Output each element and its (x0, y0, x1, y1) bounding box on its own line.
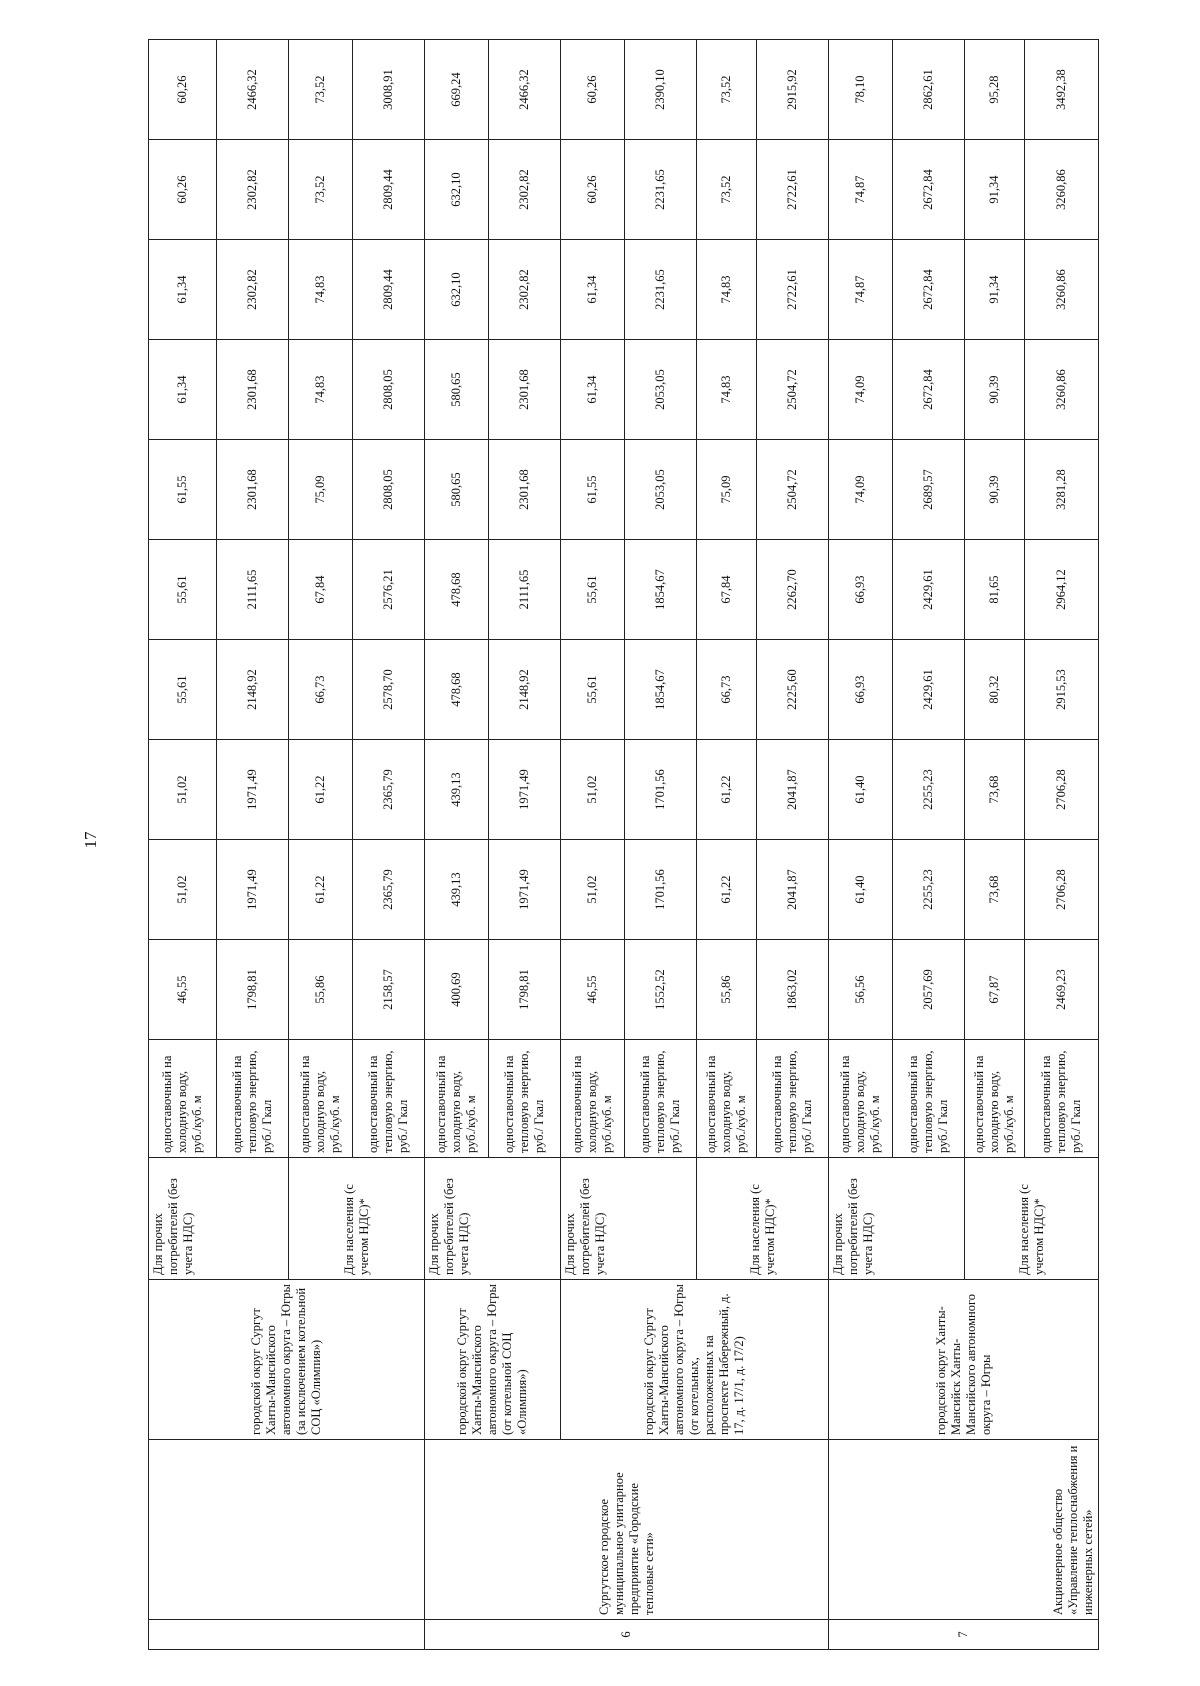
tariff-value: 80,32 (965, 640, 1025, 740)
tariff-value: 2722,61 (757, 140, 829, 240)
tariff-value: 61,22 (289, 840, 353, 940)
tariff-value: 2231,65 (625, 240, 697, 340)
consumer-group: Для прочих потребителей (без учета НДС) (561, 1158, 697, 1280)
tariff-value: 67,87 (965, 940, 1025, 1040)
row-number: 7 (829, 1620, 1099, 1650)
tariff-value: 2302,82 (217, 240, 289, 340)
tariff-value: 51,02 (561, 740, 625, 840)
tariff-value: 3492,38 (1025, 40, 1099, 140)
tariff-value: 61,22 (697, 840, 757, 940)
tariff-value: 3260,86 (1025, 140, 1099, 240)
tariff-value: 2111,65 (217, 540, 289, 640)
tariff-value: 61,55 (149, 440, 217, 540)
tariff-value: 2053,05 (625, 340, 697, 440)
tariff-value: 1798,81 (217, 940, 289, 1040)
tariff-value: 2722,61 (757, 240, 829, 340)
consumer-group: Для прочих потребителей (без учета НДС) (829, 1158, 965, 1280)
tariff-value: 3260,86 (1025, 340, 1099, 440)
tariff-value: 1798,81 (489, 940, 561, 1040)
page-number: 17 (81, 831, 100, 849)
tariff-value: 74,87 (829, 140, 893, 240)
tariff-value: 632,10 (425, 140, 489, 240)
tariff-value: 78,10 (829, 40, 893, 140)
tariff-value: 580,65 (425, 340, 489, 440)
tariff-value: 51,02 (149, 740, 217, 840)
tariff-value: 2041,87 (757, 740, 829, 840)
tariff-value: 55,61 (149, 540, 217, 640)
consumer-group: Для прочих потребителей (без учета НДС) (149, 1158, 289, 1280)
tariff-value: 1971,49 (489, 840, 561, 940)
tariff-value: 75,09 (697, 440, 757, 540)
tariff-value: 90,39 (965, 340, 1025, 440)
tariff-value: 56,56 (829, 940, 893, 1040)
tariff-value: 2158,57 (353, 940, 425, 1040)
tariff-value: 60,26 (561, 40, 625, 140)
tariff-value: 2504,72 (757, 340, 829, 440)
tariff-value: 2041,87 (757, 840, 829, 940)
tariff-value: 95,28 (965, 40, 1025, 140)
tariff-value: 61,40 (829, 840, 893, 940)
tariff-value: 2808,05 (353, 340, 425, 440)
tariff-value: 2576,21 (353, 540, 425, 640)
tariff-value: 478,68 (425, 640, 489, 740)
tariff-value: 74,83 (697, 340, 757, 440)
tariff-value: 51,02 (561, 840, 625, 940)
tariff-value: 2809,44 (353, 140, 425, 240)
tariff-value: 2255,23 (893, 840, 965, 940)
tariff-value: 2301,68 (489, 440, 561, 540)
tariff-value: 66,93 (829, 640, 893, 740)
tariff-value: 61,34 (561, 340, 625, 440)
tariff-value: 2255,23 (893, 740, 965, 840)
tariff-description: одноставочный на холодную воду, руб./куб. м (697, 1040, 757, 1158)
tariff-value: 1863,02 (757, 940, 829, 1040)
tariff-value: 1971,49 (489, 740, 561, 840)
row-number: 6 (425, 1620, 829, 1650)
tariff-value: 61,40 (829, 740, 893, 840)
tariff-description: одноставочный на холодную воду, руб./куб. м (425, 1040, 489, 1158)
tariff-value: 439,13 (425, 840, 489, 940)
tariff-description: одноставочный на тепловую энергию, руб./ Гкал (757, 1040, 829, 1158)
tariff-value: 2262,70 (757, 540, 829, 640)
tariff-value: 73,52 (289, 40, 353, 140)
consumer-group: Для населения (с учетом НДС)* (697, 1158, 829, 1280)
tariff-description: одноставочный на холодную воду, руб./куб. м (561, 1040, 625, 1158)
tariff-value: 2302,82 (489, 240, 561, 340)
tariff-value: 2862,61 (893, 40, 965, 140)
tariff-description: одноставочный на тепловую энергию, руб./ Гкал (353, 1040, 425, 1158)
row-number (149, 1620, 425, 1650)
tariff-value: 2672,84 (893, 340, 965, 440)
tariff-description: одноставочный на холодную воду, руб./куб. м (289, 1040, 353, 1158)
tariff-value: 73,52 (697, 40, 757, 140)
tariff-value: 66,93 (829, 540, 893, 640)
tariff-value: 2365,79 (353, 840, 425, 940)
tariff-value: 1854,67 (625, 640, 697, 740)
tariff-value: 75,09 (289, 440, 353, 540)
tariff-value: 632,10 (425, 240, 489, 340)
tariff-table (148, 39, 1099, 1650)
table-row (829, 40, 893, 1650)
tariff-value: 2429,61 (893, 540, 965, 640)
tariff-value: 2915,92 (757, 40, 829, 140)
organization-name: Сургутское городское муниципальное унитарное предприятие «Городские тепловые сети» (425, 1440, 829, 1620)
tariff-value: 74,83 (697, 240, 757, 340)
tariff-value: 81,65 (965, 540, 1025, 640)
tariff-value: 400,69 (425, 940, 489, 1040)
organization-name (149, 1440, 425, 1620)
tariff-value: 2672,84 (893, 240, 965, 340)
tariff-value: 61,34 (561, 240, 625, 340)
tariff-value: 2672,84 (893, 140, 965, 240)
tariff-value: 2466,32 (217, 40, 289, 140)
territory-name: городской округ Сургут Ханты-Мансийского автономного округа – Югры (за исключением котельной СОЦ «Олимпия») (149, 1280, 425, 1440)
tariff-value: 2429,61 (893, 640, 965, 740)
tariff-value: 2365,79 (353, 740, 425, 840)
tariff-description: одноставочный на тепловую энергию, руб./ Гкал (625, 1040, 697, 1158)
tariff-value: 55,61 (149, 640, 217, 740)
tariff-value: 3008,91 (353, 40, 425, 140)
tariff-value: 1701,56 (625, 840, 697, 940)
tariff-value: 46,55 (149, 940, 217, 1040)
tariff-description: одноставочный на тепловую энергию, руб./ Гкал (1025, 1040, 1099, 1158)
tariff-value: 73,68 (965, 740, 1025, 840)
tariff-value: 1971,49 (217, 840, 289, 940)
table-row (425, 40, 489, 1650)
tariff-value: 3281,28 (1025, 440, 1099, 540)
tariff-value: 55,86 (697, 940, 757, 1040)
table-row (149, 40, 217, 1650)
tariff-value: 2809,44 (353, 240, 425, 340)
tariff-value: 1971,49 (217, 740, 289, 840)
tariff-value: 73,52 (289, 140, 353, 240)
tariff-value: 55,86 (289, 940, 353, 1040)
tariff-value: 66,73 (289, 640, 353, 740)
organization-name: Акционерное общество «Управление теплоснабжения и инженерных сетей» (829, 1440, 1099, 1620)
tariff-value: 2504,72 (757, 440, 829, 540)
tariff-value: 61,34 (149, 240, 217, 340)
tariff-value: 67,84 (289, 540, 353, 640)
tariff-description: одноставочный на холодную воду, руб./куб. м (965, 1040, 1025, 1158)
consumer-group: Для прочих потребителей (без учета НДС) (425, 1158, 561, 1280)
tariff-value: 478,68 (425, 540, 489, 640)
tariff-value: 3260,86 (1025, 240, 1099, 340)
territory-name: городской округ Ханты-Мансийск Ханты-Мансийского автономного округа – Югры (829, 1280, 1099, 1440)
tariff-value: 2302,82 (217, 140, 289, 240)
tariff-value: 2301,68 (217, 440, 289, 540)
rotated-page-content (148, 40, 1095, 1650)
tariff-value: 2111,65 (489, 540, 561, 640)
tariff-value: 2469,23 (1025, 940, 1099, 1040)
tariff-value: 74,09 (829, 440, 893, 540)
table-row (561, 40, 625, 1650)
territory-name: городской округ Сургут Ханты-Мансийского автономного округа – Югры (от котельной СОЦ «Олимпия») (425, 1280, 561, 1440)
tariff-value: 61,55 (561, 440, 625, 540)
tariff-value: 61,34 (149, 340, 217, 440)
tariff-description: одноставочный на холодную воду, руб./куб. м (149, 1040, 217, 1158)
tariff-value: 74,87 (829, 240, 893, 340)
tariff-value: 61,22 (289, 740, 353, 840)
tariff-value: 67,84 (697, 540, 757, 640)
tariff-value: 2689,57 (893, 440, 965, 540)
tariff-value: 74,83 (289, 240, 353, 340)
tariff-value: 2808,05 (353, 440, 425, 540)
tariff-value: 2225,60 (757, 640, 829, 740)
tariff-value: 2057,69 (893, 940, 965, 1040)
tariff-value: 51,02 (149, 840, 217, 940)
consumer-group: Для населения (с учетом НДС)* (289, 1158, 425, 1280)
tariff-value: 2231,65 (625, 140, 697, 240)
tariff-value: 2915,53 (1025, 640, 1099, 740)
tariff-value: 2302,82 (489, 140, 561, 240)
tariff-description: одноставочный на тепловую энергию, руб./ Гкал (893, 1040, 965, 1158)
tariff-value: 1854,67 (625, 540, 697, 640)
tariff-value: 1552,52 (625, 940, 697, 1040)
tariff-description: одноставочный на холодную воду, руб./куб. м (829, 1040, 893, 1158)
tariff-value: 2706,28 (1025, 740, 1099, 840)
tariff-value: 91,34 (965, 140, 1025, 240)
tariff-value: 66,73 (697, 640, 757, 740)
tariff-value: 55,61 (561, 640, 625, 740)
tariff-value: 2706,28 (1025, 840, 1099, 940)
tariff-value: 55,61 (561, 540, 625, 640)
tariff-value: 60,26 (149, 40, 217, 140)
tariff-value: 60,26 (149, 140, 217, 240)
tariff-value: 439,13 (425, 740, 489, 840)
tariff-value: 2301,68 (217, 340, 289, 440)
tariff-value: 74,09 (829, 340, 893, 440)
tariff-value: 2148,92 (489, 640, 561, 740)
tariff-value: 669,24 (425, 40, 489, 140)
tariff-value: 2466,32 (489, 40, 561, 140)
tariff-value: 73,68 (965, 840, 1025, 940)
tariff-value: 46,55 (561, 940, 625, 1040)
tariff-description: одноставочный на тепловую энергию, руб./ Гкал (489, 1040, 561, 1158)
tariff-value: 74,83 (289, 340, 353, 440)
tariff-value: 2301,68 (489, 340, 561, 440)
tariff-value: 2964,12 (1025, 540, 1099, 640)
consumer-group: Для населения (с учетом НДС)* (965, 1158, 1099, 1280)
tariff-value: 2148,92 (217, 640, 289, 740)
tariff-value: 91,34 (965, 240, 1025, 340)
tariff-value: 60,26 (561, 140, 625, 240)
tariff-value: 1701,56 (625, 740, 697, 840)
tariff-value: 90,39 (965, 440, 1025, 540)
tariff-value: 61,22 (697, 740, 757, 840)
territory-name: городской округ Сургут Ханты-Мансийского автономного округа – Югры (от котельных, расположенных на проспекте Набережный, д. 17, д. 17/1, д. 17/2) (561, 1280, 829, 1440)
tariff-description: одноставочный на тепловую энергию, руб./ Гкал (217, 1040, 289, 1158)
tariff-value: 73,52 (697, 140, 757, 240)
tariff-value: 2390,10 (625, 40, 697, 140)
tariff-value: 2053,05 (625, 440, 697, 540)
tariff-value: 580,65 (425, 440, 489, 540)
tariff-value: 2578,70 (353, 640, 425, 740)
